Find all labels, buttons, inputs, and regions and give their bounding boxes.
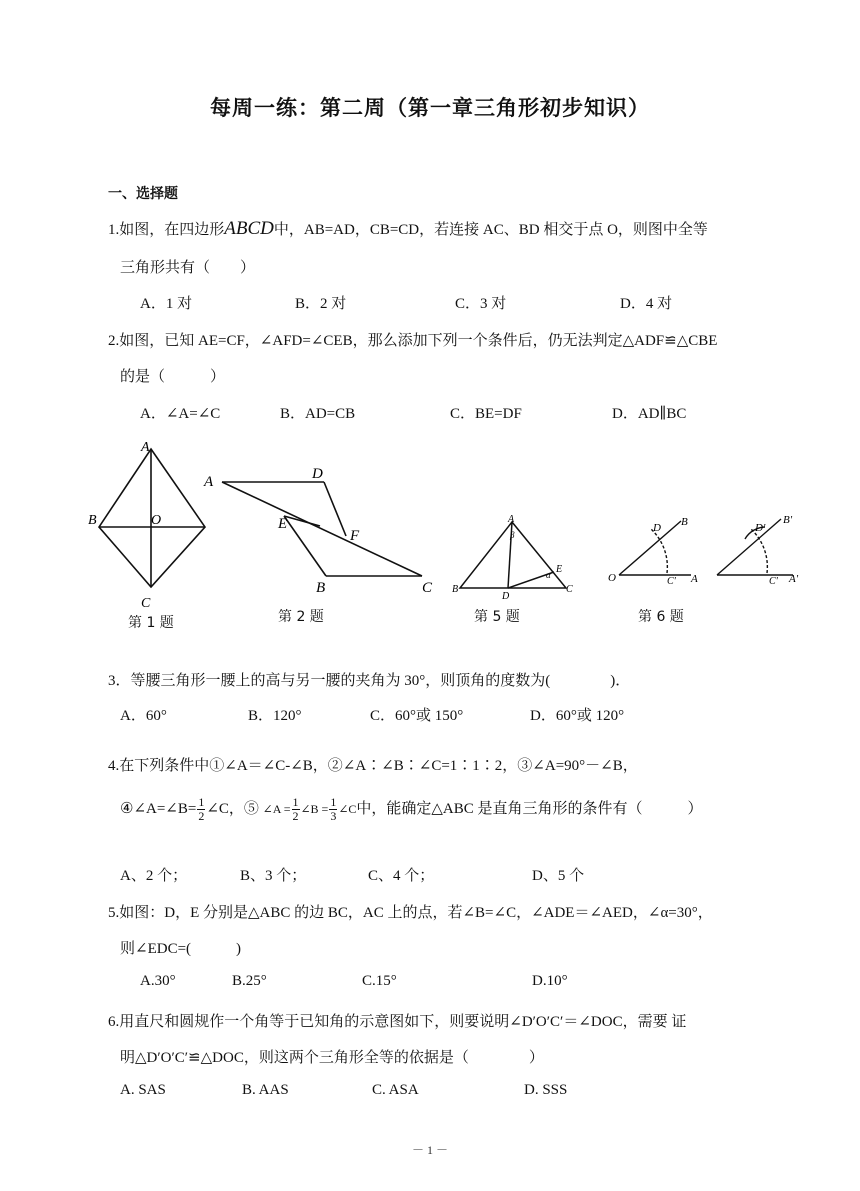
fig2-label-d: D: [312, 466, 323, 482]
fig1-label-c: C: [141, 596, 151, 611]
fig5-label-beta: β: [510, 530, 515, 540]
figure-1-rhombus: [85, 437, 215, 612]
q4-fraction-2: $\frac{1}{2}$: [292, 795, 299, 823]
figure-6-caption: 第 6 题: [638, 609, 684, 625]
q6-line2: 明△D′O′C′≌△DOC，则这两个三角形全等的依据是（ ）: [120, 1050, 544, 1066]
fig2-label-b: B: [316, 580, 326, 596]
q6-line1: 6.用直尺和圆规作一个角等于已知角的示意图如下，则要说明∠D′O′C′＝∠DOC，需要 证: [108, 1014, 687, 1030]
fig2-label-e: E: [278, 516, 288, 532]
q4-option-d: D、5 个: [532, 868, 585, 884]
q4-fraction-1: $\frac{1}{2}$: [198, 795, 205, 823]
q4-line1: 4.在下列条件中①∠A＝∠C-∠B，②∠A∶∠B∶∠C=1∶1∶2，③∠A=90°－∠B，: [108, 758, 638, 774]
q4-option-b: B、3 个；: [240, 868, 307, 884]
q5-option-d: D.10°: [532, 973, 568, 989]
q6-option-b: B. AAS: [242, 1082, 289, 1098]
q4-fraction-3: $\frac{1}{3}$: [330, 795, 337, 823]
q5-option-b: B.25°: [232, 973, 267, 989]
page-number: － 1 －: [411, 1143, 448, 1157]
q2-line2: 的是（ ）: [120, 369, 226, 385]
q4-option-c: C、4 个；: [368, 868, 435, 884]
fig1-label-b: B: [88, 513, 97, 528]
fig2-label-f: F: [350, 528, 360, 544]
q5-line1: 5.如图：D，E 分别是△ABC 的边 BC，AC 上的点，若∠B=∠C，∠ADE＝∠AED，∠α=30°，: [108, 905, 713, 921]
fig6-label-c-prime-2: C': [769, 576, 778, 587]
q1-line2: 三角形共有（ ）: [120, 260, 256, 276]
q6-option-c: C. ASA: [372, 1082, 419, 1098]
page-title: 每周一练：第二周（第一章三角形初步知识）: [210, 96, 650, 120]
fig6-label-a-prime: A': [789, 573, 799, 585]
q6-option-a: A. SAS: [120, 1082, 166, 1098]
q3-option-c: C．60°或 150°: [370, 708, 464, 724]
fig2-label-c: C: [422, 580, 433, 596]
fig6-label-c-prime: C': [667, 576, 676, 587]
q2-option-a: A．∠A=∠C: [140, 406, 221, 422]
q4-line2: ④∠A=∠B= $\frac{1}{2}$ ∠C，⑤ ∠A = $\frac{1}{2}$ ∠B = $\frac{1}{3}$ ∠C中，能确定△ABC 是直角三角形的条件有（ ）: [120, 795, 703, 823]
q3-line1: 3．等腰三角形一腰上的高与另一腰的夹角为 30°，则顶角的度数为( )．: [108, 673, 631, 689]
figure-2-caption: 第 2 题: [278, 609, 324, 625]
q2-option-b: B．AD=CB: [280, 406, 356, 422]
fig6-label-o: O: [608, 572, 616, 584]
q5-line2: 则∠EDC=( ): [120, 941, 242, 957]
q2-line1: 2.如图，已知 AE=CF，∠AFD=∠CEB，那么添加下列一个条件后，仍无法判定△ADF≌△CBE: [108, 333, 718, 349]
q1-option-c: C．3 对: [455, 296, 507, 312]
q1-abcd: ABCD: [224, 218, 274, 239]
figure-2-triangles: [200, 458, 440, 598]
fig5-label-alpha: α: [546, 570, 551, 580]
fig1-label-a: A: [141, 440, 150, 455]
q3-option-a: A．60°: [120, 708, 167, 724]
q1-option-a: A．1 对: [140, 296, 193, 312]
fig6-label-d-prime: D': [755, 522, 766, 534]
q3-option-d: D．60°或 120°: [530, 708, 625, 724]
fig2-label-a: A: [204, 474, 214, 490]
figure-5-triangle: [450, 510, 580, 600]
q1-line1: 1.如图，在四边形ABCD中，AB=AD，CB=CD，若连接 AC、BD 相交于点 O，则图中全等: [108, 218, 708, 239]
fig6-label-d: D: [653, 522, 661, 534]
q3-option-b: B．120°: [248, 708, 302, 724]
fig5-label-d: D: [502, 591, 510, 600]
q2-option-c: C．BE=DF: [450, 406, 522, 422]
q6-option-d: D. SSS: [524, 1082, 568, 1098]
fig6-label-b-prime: B': [783, 514, 793, 526]
figure-5-caption: 第 5 题: [474, 609, 520, 625]
q5-option-c: C.15°: [362, 973, 397, 989]
fig6-label-a: A: [691, 573, 698, 585]
fig5-label-e: E: [556, 564, 563, 575]
section-heading: 一、选择题: [108, 186, 178, 202]
q1-option-d: D．4 对: [620, 296, 673, 312]
fig1-label-o: O: [151, 513, 162, 528]
figure-6-construction: [605, 505, 805, 595]
fig6-label-b: B: [681, 516, 688, 528]
q1-option-b: B．2 对: [295, 296, 347, 312]
fig5-label-a: A: [508, 514, 515, 525]
q2-option-d: D．AD∥BC: [612, 406, 687, 422]
q4-option-a: A、2 个；: [120, 868, 188, 884]
q5-option-a: A.30°: [140, 973, 176, 989]
fig5-label-c: C: [566, 584, 573, 595]
figure-1-caption: 第 1 题: [128, 615, 174, 631]
fig5-label-b: B: [452, 584, 459, 595]
